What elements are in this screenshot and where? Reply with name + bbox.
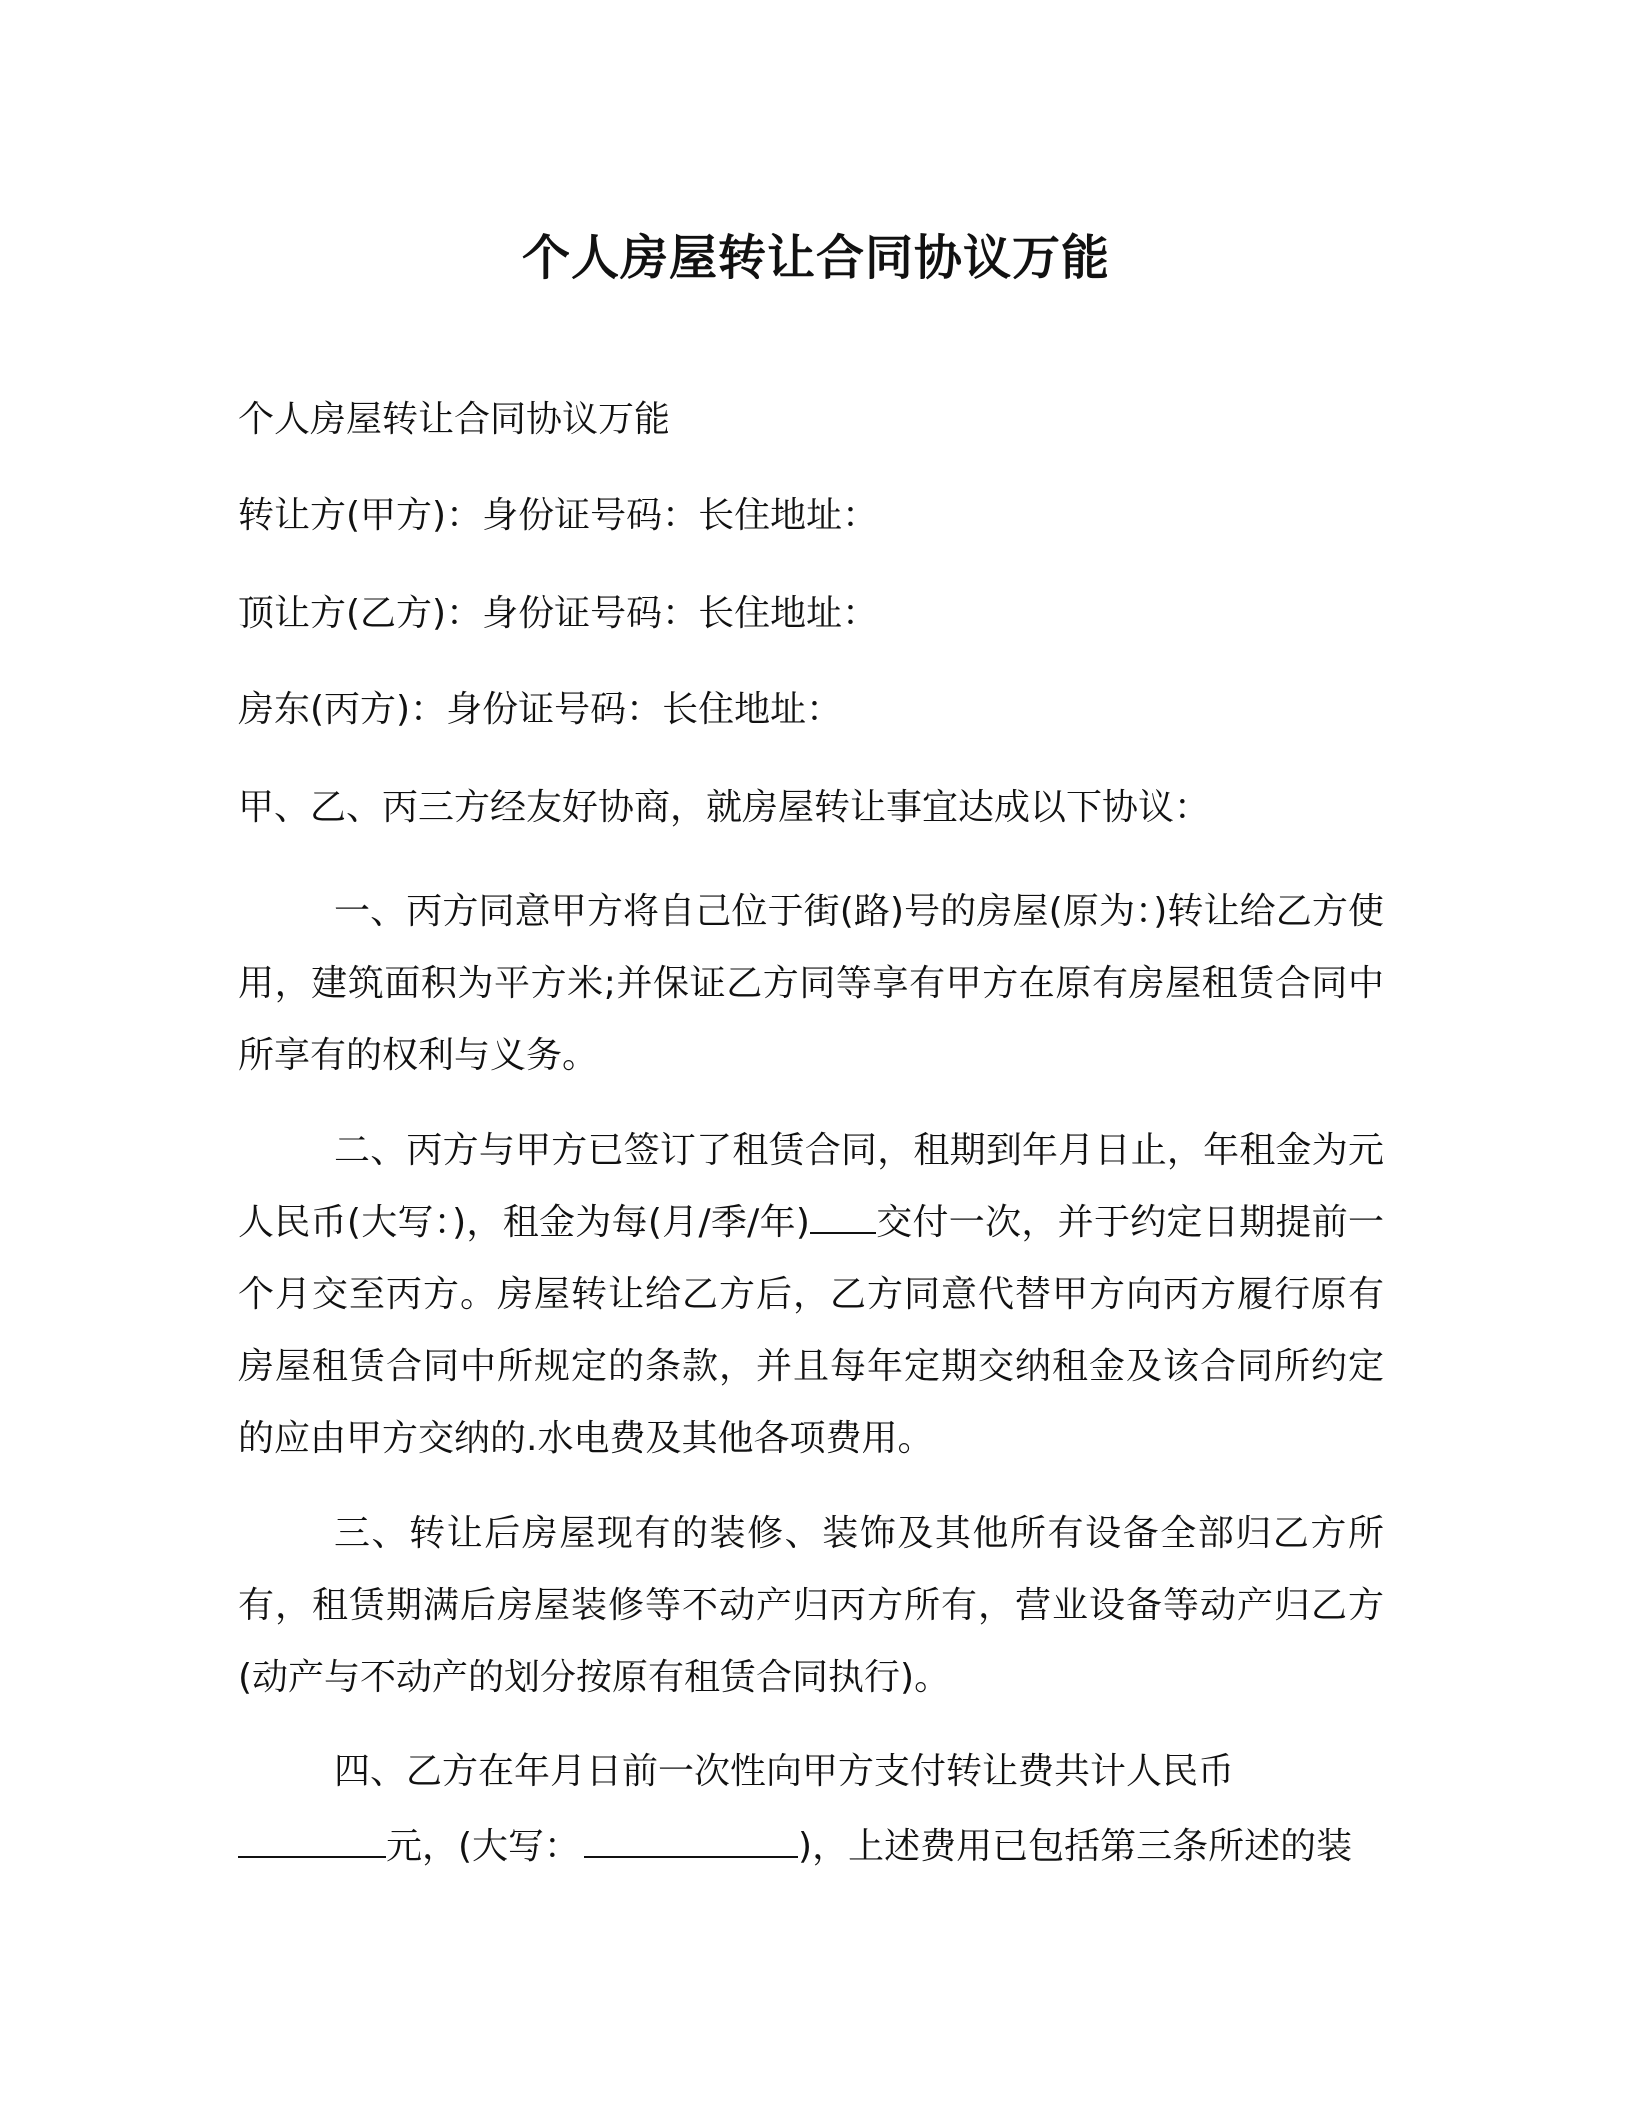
clause-4-line-1: 四、乙方在年月日前一次性向甲方支付转让费共计人民币 (334, 1751, 1235, 1792)
clause-2 (238, 1115, 1384, 1475)
clause-3: 三、转让后房屋现有的装修、装饰及其他所有设备全部归乙方所有，租赁期满后房屋装修等不动产归丙方所有，营业设备等动产归乙方(动产与不动产的划分按原有租赁合同执行)。 (238, 1513, 1384, 1698)
document-subtitle: 个人房屋转让合同协议万能 (238, 399, 671, 440)
party-c-line: 房东(丙方)：身份证号码：长住地址： (238, 689, 843, 730)
clause-1: 一、丙方同意甲方将自己位于街(路)号的房屋(原为：)转让给乙方使用，建筑面积为平方米;并保证乙方同等享有甲方在原有房屋租赁合同中所享有的权利与义务。 (238, 891, 1384, 1076)
party-a-line: 转让方(甲方)：身份证号码：长住地址： (238, 495, 879, 536)
clause-4-text-3: )，上述费用已包括第三条所述的装 (798, 1826, 1353, 1867)
preamble-line: 甲、乙、丙三方经友好协商，就房屋转让事宜达成以下协议： (238, 787, 1211, 828)
party-b-line: 顶让方(乙方)：身份证号码：长住地址： (238, 593, 879, 634)
blank-payment-period (810, 1198, 876, 1234)
clause-4-line-2 (238, 1822, 1384, 1871)
blank-transfer-fee (238, 1822, 386, 1858)
clause-4-text-2: 元，(大写： (386, 1826, 581, 1867)
blank-transfer-fee-words (584, 1822, 798, 1858)
clause-2-text-1: 二、丙方与甲方已签订了租赁合同，租期到年月日止，年租金为元人民币(大写：)，租金为每(月/季/年) (238, 1130, 1384, 1243)
document-title: 个人房屋转让合同协议万能 (521, 230, 1110, 286)
clause-2-text-2: 交付一次，并于约定日期提前一个月交至丙方。房屋转让给乙方后，乙方同意代替甲方向丙方履行原有房屋租赁合同中所规定的条款，并且每年定期交纳租金及该合同所约定的应由甲方交纳的.水电费及其他各项费用。 (238, 1202, 1384, 1459)
